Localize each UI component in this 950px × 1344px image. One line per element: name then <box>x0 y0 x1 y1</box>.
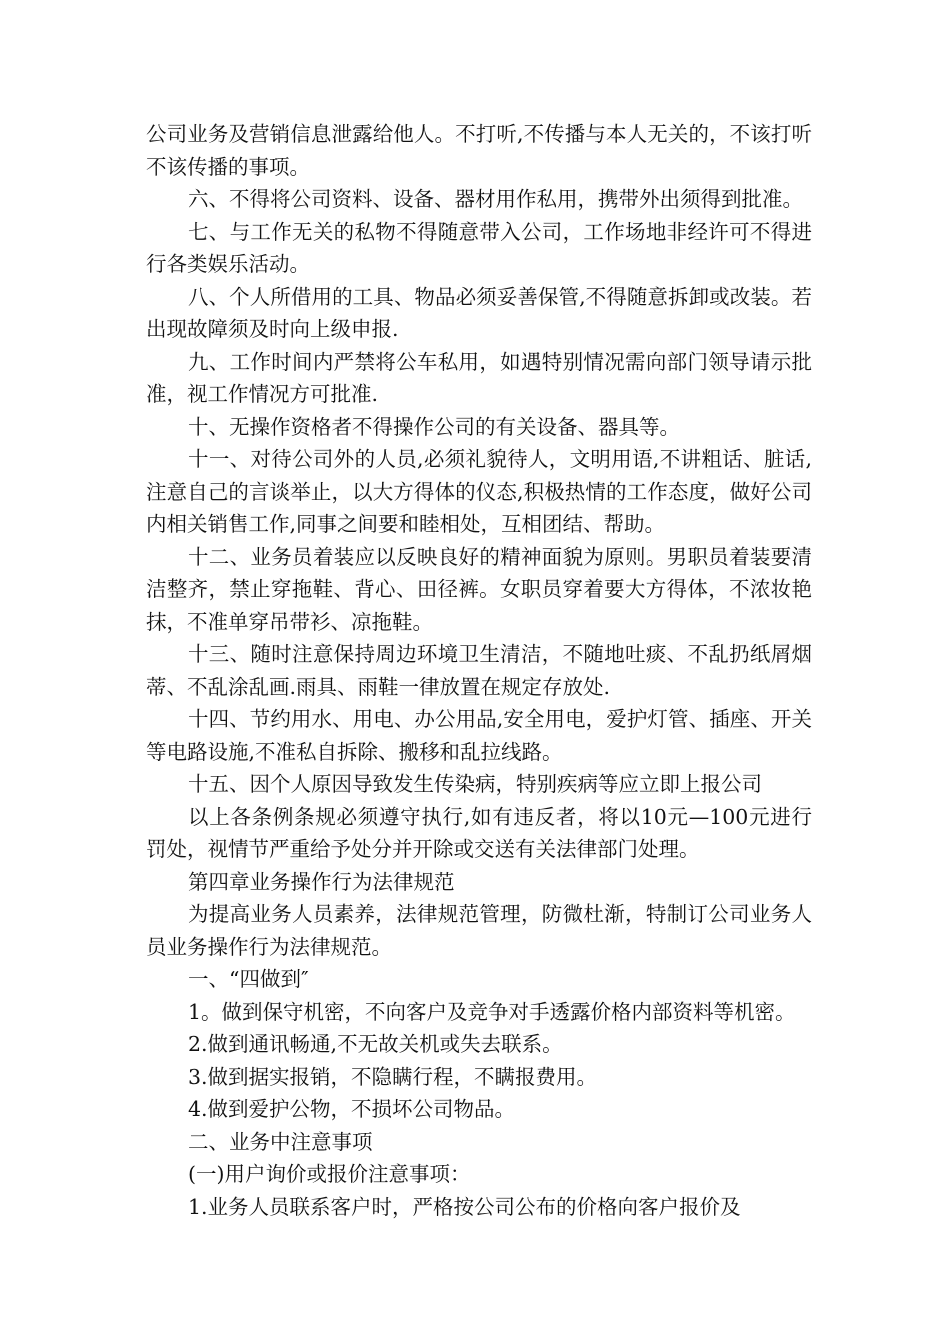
document-body <box>146 118 812 1223</box>
list-item: 1.业务人员联系客户时，严格按公司公布的价格向客户报价及 <box>188 1194 741 1219</box>
section-heading: 一、“四做到″ <box>188 967 309 991</box>
list-item: 2.做到通讯畅通,不无故关机或失去联系。 <box>188 1032 563 1056</box>
paragraph: 十四、节约用水、用电、办公用品,安全用电，爱护灯管、插座、开关等电路设施,不准私自拆除、搬移和乱拉线路。 <box>146 707 812 764</box>
paragraph: 七、与工作无关的私物不得随意带入公司，工作场地非经许可不得进行各类娱乐活动。 <box>146 219 812 276</box>
subsection-heading: (一)用户询价或报价注意事项： <box>188 1162 471 1186</box>
paragraph: 为提高业务人员素养，法律规范管理，防微杜渐，特制订公司业务人员业务操作行为法律规范。 <box>146 902 812 959</box>
paragraph: 八、个人所借用的工具、物品必须妥善保管,不得随意拆卸或改装。若出现故障须及时向上级申报. <box>146 284 812 341</box>
list-item: 3.做到据实报销，不隐瞒行程，不瞒报费用。 <box>188 1064 598 1089</box>
list-item: 4.做到爱护公物，不损坏公司物品。 <box>188 1097 516 1121</box>
paragraph: 十、无操作资格者不得操作公司的有关设备、器具等。 <box>188 414 680 439</box>
paragraph: 十五、因个人原因导致发生传染病，特别疾病等应立即上报公司 <box>188 772 762 796</box>
paragraph: 公司业务及营销信息泄露给他人。不打听,不传播与本人无关的，不该打听不该传播的事项。 <box>146 122 812 179</box>
paragraph: 六、不得将公司资料、设备、器材用作私用，携带外出须得到批准。 <box>188 187 803 211</box>
paragraph: 以上各条例条规必须遵守执行,如有违反者，将以10元—100元进行罚处，视情节严重给予处分并开除或交送有关法律部门处理。 <box>146 804 812 861</box>
list-item: 1。做到保守机密，不向客户及竞争对手透露价格内部资料等机密。 <box>188 999 796 1024</box>
section-heading: 二、业务中注意事项 <box>188 1129 373 1154</box>
paragraph: 十二、业务员着装应以反映良好的精神面貌为原则。男职员着装要清洁整齐，禁止穿拖鞋、背心、田径裤。女职员穿着要大方得体，不浓妆艳抹，不准单穿吊带衫、凉拖鞋。 <box>146 544 812 634</box>
paragraph: 十一、对待公司外的人员,必须礼貌待人，文明用语,不讲粗话、脏话,注意自己的言谈举止，以大方得体的仪态,积极热情的工作态度，做好公司内相关销售工作,同事之间要和睦相处，互相团结、帮助。 <box>146 447 812 536</box>
chapter-heading: 第四章业务操作行为法律规范 <box>188 869 455 894</box>
paragraph: 九、工作时间内严禁将公车私用，如遇特别情况需向部门领导请示批准，视工作情况方可批准. <box>146 349 812 406</box>
paragraph: 十三、随时注意保持周边环境卫生清洁，不随地吐痰、不乱扔纸屑烟蒂、不乱涂乱画.雨具、雨鞋一律放置在规定存放处. <box>146 642 812 699</box>
